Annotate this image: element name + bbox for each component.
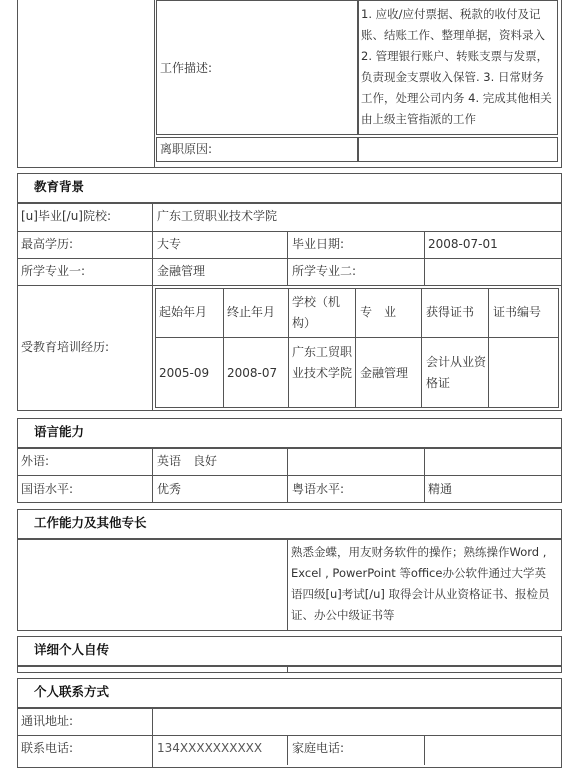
divider: [152, 203, 153, 411]
major1-value: 金融管理: [157, 264, 206, 278]
language-header-bar: [17, 418, 562, 448]
divider: [287, 539, 288, 631]
divider: [155, 337, 559, 338]
self-intro-body: [17, 666, 562, 673]
divider: [17, 258, 562, 259]
training-header-cell: 学校（机构）: [292, 295, 341, 330]
leave-reason-label: 离职原因:: [160, 142, 213, 156]
training-cell: 广东工贸职业技术学院: [292, 345, 353, 380]
divider: [287, 666, 288, 673]
divider: [421, 288, 422, 408]
degree-value: 大专: [157, 237, 182, 251]
training-header-cell: 专 业: [360, 305, 397, 319]
divider: [152, 448, 153, 503]
skills-text: 熟悉金蝶，用友财务软件的操作；熟练操作Word , Excel , PowerPoint 等office办公软件通过大学英语四级[u]考试[/u] 取得会计从业资格证书、报检员证、办公中级证书等: [291, 545, 550, 622]
cantonese-value: 精通: [428, 482, 453, 496]
foreign-language-label: 外语:: [21, 454, 50, 468]
phone-value: 134XXXXXXXXXX: [157, 741, 263, 755]
graduation-value: 2008-07-01: [428, 237, 498, 251]
home-phone-label: 家庭电话:: [292, 741, 345, 755]
address-label: 通讯地址:: [21, 714, 74, 728]
foreign-language-value: 英语 良好: [157, 454, 218, 468]
mandarin-label: 国语水平:: [21, 482, 74, 496]
divider: [223, 288, 224, 408]
divider: [355, 288, 356, 408]
divider: [17, 735, 562, 736]
divider: [424, 231, 425, 285]
divider: [17, 231, 562, 232]
school-value: 广东工贸职业技术学院: [157, 209, 278, 223]
divider: [152, 708, 153, 768]
divider: [154, 0, 155, 168]
self-intro-header: 详细个人自传: [34, 642, 110, 657]
training-header-cell: 获得证书: [426, 305, 475, 319]
work-description-label: 工作描述:: [160, 61, 213, 75]
training-label: 受教育培训经历:: [21, 340, 110, 354]
language-header: 语言能力: [34, 424, 85, 439]
divider: [424, 735, 425, 765]
cantonese-label: 粤语水平:: [292, 482, 345, 496]
contact-header: 个人联系方式: [34, 684, 110, 699]
divider: [287, 448, 288, 503]
divider: [488, 288, 489, 408]
phone-label: 联系电话:: [21, 741, 74, 755]
training-header-cell: 证书编号: [493, 305, 542, 319]
divider: [288, 288, 289, 408]
divider: [17, 285, 562, 286]
divider: [287, 735, 288, 765]
training-header-cell: 起始年月: [159, 305, 208, 319]
training-cell: 2005-09: [159, 366, 210, 380]
training-cell: 会计从业资格证: [426, 355, 487, 390]
work-description-text: 1. 应收/应付票据、税款的收付及记账、结账工作、整理单据，资料录入 2. 管理银行账户、转账支票与发票，负责现金支票收入保管. 3. 日常财务工作，处理公司内务 4. 完成其他相关由上级主管指派的工作: [361, 7, 552, 126]
graduation-label: 毕业日期:: [292, 237, 345, 251]
school-label: [u]毕业[/u]院校:: [21, 209, 112, 223]
mandarin-value: 优秀: [157, 482, 182, 496]
divider: [287, 231, 288, 285]
training-cell: 2008-07: [227, 366, 278, 380]
major2-label: 所学专业二:: [292, 264, 357, 278]
education-header-bar: [17, 173, 562, 203]
degree-label: 最高学历:: [21, 237, 74, 251]
training-header-cell: 终止年月: [227, 305, 276, 319]
divider: [424, 448, 425, 503]
contact-table: [17, 708, 562, 768]
education-header: 教育背景: [34, 179, 85, 194]
major1-label: 所学专业一:: [21, 264, 86, 278]
training-cell: 金融管理: [360, 366, 409, 380]
divider: [17, 475, 562, 476]
leave-reason-value-cell: [358, 137, 558, 162]
skills-header: 工作能力及其他专长: [34, 515, 147, 530]
